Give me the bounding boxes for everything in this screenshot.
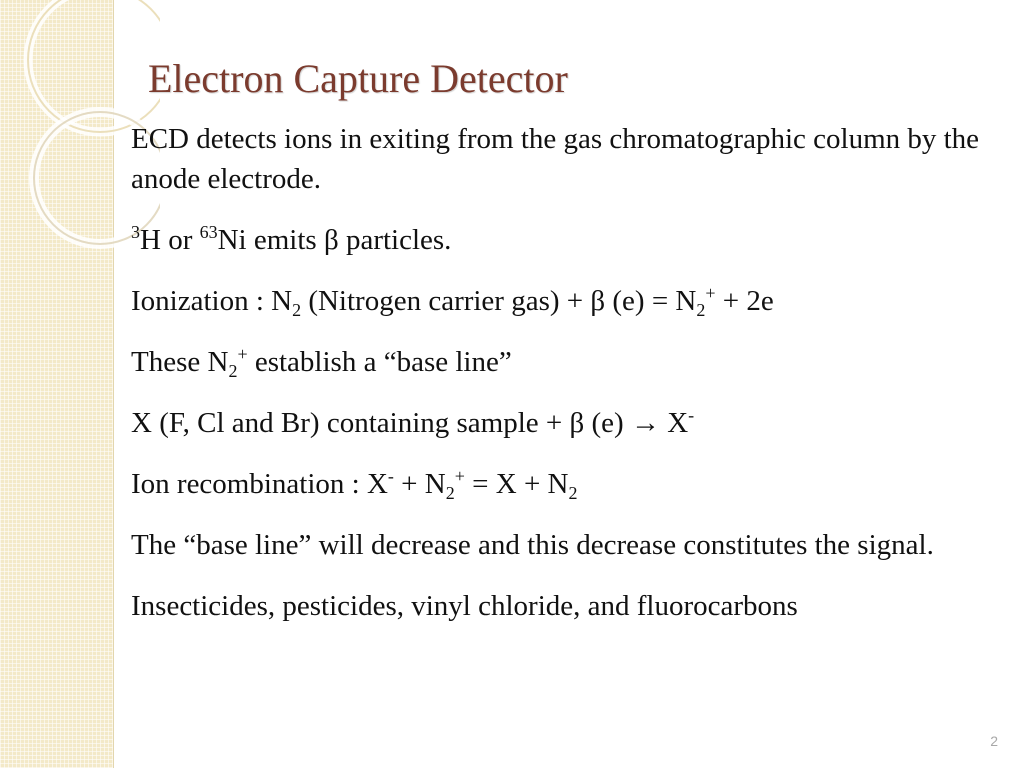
text-segment: These N [131, 346, 229, 378]
text-segment: H or [140, 224, 200, 256]
text-segment: + 2e [715, 285, 774, 317]
subscript: 2 [568, 483, 578, 503]
text-segment: + N [393, 468, 446, 500]
text-segment: = X + N [464, 468, 569, 500]
paragraph-signal: The “base line” will decrease and this decrease constitutes the signal. [131, 529, 934, 561]
text-segment: establish a “base line” [247, 346, 512, 378]
text-segment: Ionization : N [131, 285, 293, 317]
superscript: + [237, 344, 248, 364]
paragraph-applications: Insecticides, pesticides, vinyl chloride, and fluorocarbons [131, 590, 798, 622]
paragraph-ionization [131, 281, 1001, 321]
superscript: + [454, 466, 465, 486]
paragraph-ecd-description: ECD detects ions in exiting from the gas chromatographic column by the anode electrode. [131, 123, 980, 195]
subscript: 2 [228, 361, 238, 381]
superscript: 3 [131, 222, 140, 242]
slide-title: Electron Capture Detector [148, 56, 568, 101]
superscript: - [387, 466, 394, 486]
paragraph-base-line [131, 342, 1001, 382]
text-segment: Ion recombination : X [131, 468, 388, 500]
superscript: - [688, 405, 695, 425]
superscript: + [705, 283, 716, 303]
paragraph-ion-recombination [131, 464, 1001, 504]
superscript: 63 [199, 222, 218, 242]
subscript: 2 [445, 483, 455, 503]
paragraph-halogen-sample [131, 403, 1001, 443]
text-segment: (Nitrogen carrier gas) + β (e) = N [301, 285, 697, 317]
subscript: 2 [292, 300, 302, 320]
text-segment: X (F, Cl and Br) containing sample + β (e) → X [131, 407, 689, 439]
slide-body [131, 119, 1001, 647]
text-segment: Ni emits β particles. [217, 224, 452, 256]
page-number: 2 [990, 733, 998, 749]
paragraph-emitters [131, 220, 1001, 260]
subscript: 2 [696, 300, 706, 320]
